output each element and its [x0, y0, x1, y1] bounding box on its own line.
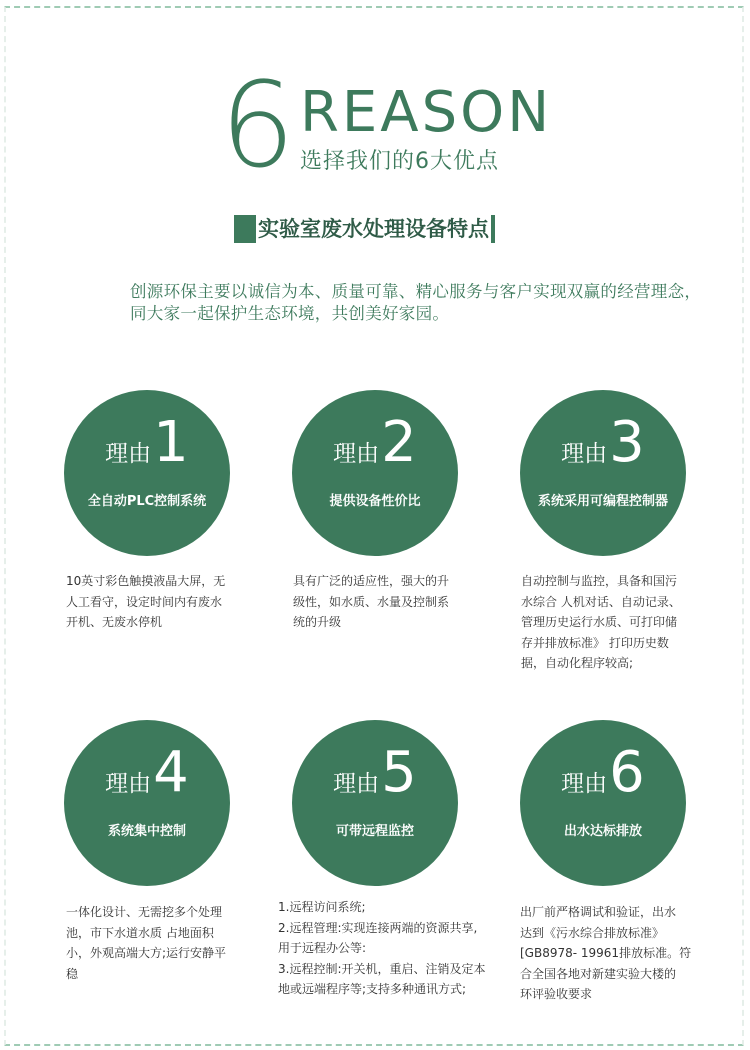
- reason-2-name: 提供设备性价比: [329, 494, 421, 509]
- intro-line-2: 同大家一起保护生态环境，共创美好家园。: [130, 304, 450, 323]
- reason-4-number: 4: [153, 740, 189, 805]
- reason-2-circle: [292, 390, 458, 556]
- reason-3-label: 理由: [561, 441, 608, 467]
- reason-4-desc: [66, 902, 241, 984]
- reason-3-desc: [521, 571, 701, 674]
- desc-line: 统的升级: [293, 615, 342, 629]
- reason-2-desc: [293, 571, 468, 633]
- big-number: 6: [220, 56, 296, 194]
- reason-6-number: 6: [609, 740, 645, 805]
- desc-line: 3.远程控制:开关机，重启、注销及定本: [278, 961, 486, 976]
- reason-1-label: 理由: [105, 441, 152, 467]
- desc-line: 稳: [66, 966, 79, 981]
- desc-line: 10英寸彩色触摸液晶大屏，无: [66, 574, 226, 588]
- reason-5-number: 5: [381, 740, 417, 805]
- intro-text: [130, 281, 750, 325]
- desc-line: 用于远程办公等:: [278, 941, 367, 955]
- desc-line: 达到《污水综合排放标准》: [520, 925, 665, 940]
- reason-heading: REASON: [300, 80, 553, 145]
- reason-2-label: 理由: [333, 441, 380, 467]
- reason-6-circle: [520, 720, 686, 886]
- desc-line: 1.远程访问系统;: [278, 900, 366, 914]
- desc-line: 级性，如水质、水量及控制系: [293, 594, 450, 609]
- reason-3-number: 3: [609, 410, 645, 475]
- intro-line-1: 创源环保主要以诚信为本、质量可靠、精心服务与客户实现双赢的经营理念，: [130, 282, 702, 301]
- reason-6-name: 出水达标排放: [563, 824, 642, 839]
- desc-line: 管理历史运行水质、可打印储: [521, 615, 678, 629]
- reason-6-desc: [520, 902, 705, 1005]
- section-title-bar: [234, 215, 495, 243]
- reason-5-label: 理由: [333, 771, 380, 797]
- section-title: 实验室废水处理设备特点: [258, 217, 489, 241]
- desc-line: 具有广泛的适应性，强大的升: [293, 574, 450, 588]
- desc-line: 水综合 人机对话、自动记录、: [521, 594, 681, 609]
- reason-3-name: 系统采用可编程控制器: [537, 494, 668, 509]
- desc-line: 自动控制与监控，具备和国污: [521, 574, 678, 588]
- reason-5-name: 可带远程监控: [335, 824, 414, 839]
- reason-1-desc: [66, 571, 241, 633]
- reason-3-circle: [520, 390, 686, 556]
- desc-line: 据，自动化程序较高;: [521, 656, 634, 670]
- desc-line: 一体化设计、无需挖多个处理: [66, 905, 223, 919]
- desc-line: 存并排放标准》 打印历史数: [521, 635, 669, 650]
- reason-4-label: 理由: [105, 771, 152, 797]
- reason-1-name: 全自动PLC控制系统: [87, 494, 207, 509]
- desc-line: 出厂前严格调试和验证，出水: [520, 905, 677, 919]
- desc-line: 人工看守，设定时间内有废水: [66, 594, 223, 609]
- reason-4-circle: [64, 720, 230, 886]
- reason-1-number: 1: [153, 410, 189, 475]
- reason-5-circle: [292, 720, 458, 886]
- desc-line: 池，市下水道水质 占地面积: [66, 925, 214, 940]
- desc-line: [GB8978- 19961排放标准。符: [520, 946, 692, 960]
- desc-line: 环评验收要求: [520, 987, 593, 1001]
- reason-5-desc: [278, 897, 493, 1000]
- desc-line: 小，外观高端大方;运行安静平: [66, 946, 227, 960]
- subtitle: 选择我们的6大优点: [300, 149, 499, 174]
- reason-6-label: 理由: [561, 771, 608, 797]
- desc-line: 地或远端程序等;支持多种通讯方式;: [278, 982, 467, 996]
- reason-4-name: 系统集中控制: [107, 824, 186, 839]
- reason-1-circle: [64, 390, 230, 556]
- reason-2-number: 2: [381, 410, 417, 475]
- desc-line: 合全国各地对新建实验大楼的: [520, 966, 677, 981]
- desc-line: 开机、无废水停机: [66, 615, 163, 629]
- desc-line: 2.远程管理:实现连接两端的资源共享,: [278, 920, 478, 935]
